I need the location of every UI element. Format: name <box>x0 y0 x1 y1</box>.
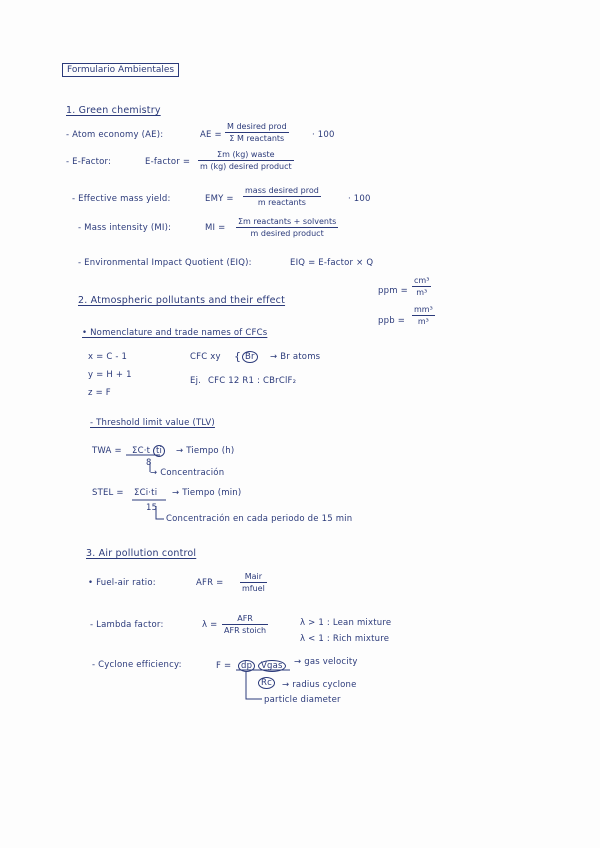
emy-multiplier: · 100 <box>348 194 371 204</box>
ppm-numerator: cm³ <box>414 276 430 285</box>
stel-conc-note: Concentración en cada periodo de 15 min <box>166 514 353 524</box>
atom-economy-multiplier: · 100 <box>312 130 335 140</box>
cfc-brace: { <box>234 350 242 363</box>
section-1-heading: 1. Green chemistry <box>66 105 161 116</box>
cfc-formula: CFC xy <box>190 352 221 362</box>
afr-numerator: Mair <box>240 572 267 583</box>
cfc-heading: • Nomenclature and trade names of CFCs <box>82 328 268 338</box>
twa-denominator: 8 <box>146 458 152 468</box>
cfc-z-rule: z = F <box>88 388 111 398</box>
cfc-example-prefix: Ej. <box>190 376 202 386</box>
cfc-br-symbol: Br <box>242 351 258 363</box>
eiq-formula: EIQ = E-factor × Q <box>290 258 374 268</box>
ppm-label: ppm = <box>378 286 408 296</box>
cyclone-vgas-symbol: Vgas <box>258 660 286 672</box>
ppm-denominator: m³ <box>416 288 428 297</box>
efactor-denominator: m (kg) desired product <box>200 162 292 171</box>
cfc-example: CFC 12 R1 : CBrClF₂ <box>208 376 297 386</box>
rich-mixture: λ < 1 : Rich mixture <box>300 634 390 644</box>
cyclone-gas-velocity: → gas velocity <box>294 657 358 667</box>
atom-economy-denominator: Σ M reactants <box>229 134 285 143</box>
mi-lhs: MI = <box>205 223 226 233</box>
efactor-lhs: E-factor = <box>145 157 191 167</box>
atom-economy-numerator: M desired prod <box>227 122 287 131</box>
eiq-label: - Environmental Impact Quotient (EIQ): <box>78 258 252 268</box>
section-2-heading: 2. Atmospheric pollutants and their effect <box>78 295 286 306</box>
stel-time-note: → Tiempo (min) <box>172 488 242 498</box>
cyclone-lhs: F = <box>216 661 232 671</box>
mi-denominator: m desired product <box>250 229 324 238</box>
cfc-y-rule: y = H + 1 <box>88 370 132 380</box>
lean-mixture: λ > 1 : Lean mixture <box>300 618 392 628</box>
lambda-numerator: AFR <box>222 614 268 625</box>
emy-numerator: mass desired prod <box>245 186 319 195</box>
lambda-denominator: AFR stoich <box>224 626 267 635</box>
tlv-heading: - Threshold limit value (TLV) <box>90 418 215 428</box>
mi-numerator: Σm reactants + solvents <box>238 217 337 226</box>
twa-label: TWA = <box>92 446 122 456</box>
cyclone-dp-symbol: dp <box>238 660 255 672</box>
lambda-label: - Lambda factor: <box>90 620 164 630</box>
efactor-numerator: Σm (kg) waste <box>198 150 294 161</box>
cyclone-rc-symbol: Rc <box>258 677 275 689</box>
cyclone-radius: → radius cyclone <box>282 680 357 690</box>
ppb-label: ppb = <box>378 316 406 326</box>
atom-economy-lhs: AE = <box>200 130 222 140</box>
stel-denominator: 15 <box>146 503 158 513</box>
twa-ti-symbol: ti <box>153 445 165 457</box>
cfc-x-rule: x = C - 1 <box>88 352 128 362</box>
cfc-br-note: → Br atoms <box>270 352 321 362</box>
twa-conc-note: → Concentración <box>150 468 225 478</box>
stel-numerator: ΣCi·ti <box>134 488 158 498</box>
twa-time-note: → Tiempo (h) <box>176 446 235 456</box>
ppb-numerator: mm³ <box>414 305 433 314</box>
cyclone-label: - Cyclone efficiency: <box>92 660 182 670</box>
cyclone-particle-connector <box>246 672 262 699</box>
efactor-label: - E-Factor: <box>66 157 112 167</box>
afr-lhs: AFR = <box>196 578 224 588</box>
afr-denominator: mfuel <box>242 584 265 593</box>
stel-conc-connector <box>156 506 164 519</box>
atom-economy-label: - Atom economy (AE): <box>66 130 164 140</box>
ppb-denominator: m³ <box>417 317 429 326</box>
cyclone-particle: particle diameter <box>264 695 341 705</box>
mi-label: - Mass intensity (MI): <box>78 223 172 233</box>
lambda-lhs: λ = <box>202 620 218 630</box>
emy-denominator: m reactants <box>257 198 306 207</box>
emy-lhs: EMY = <box>205 194 234 204</box>
section-3-heading: 3. Air pollution control <box>86 548 197 559</box>
emy-label: - Effective mass yield: <box>72 194 171 204</box>
stel-label: STEL = <box>92 488 124 498</box>
twa-numerator: ΣC·t <box>132 446 151 456</box>
page-title: Formulario Ambientales <box>62 63 179 77</box>
afr-label: • Fuel-air ratio: <box>88 578 156 588</box>
